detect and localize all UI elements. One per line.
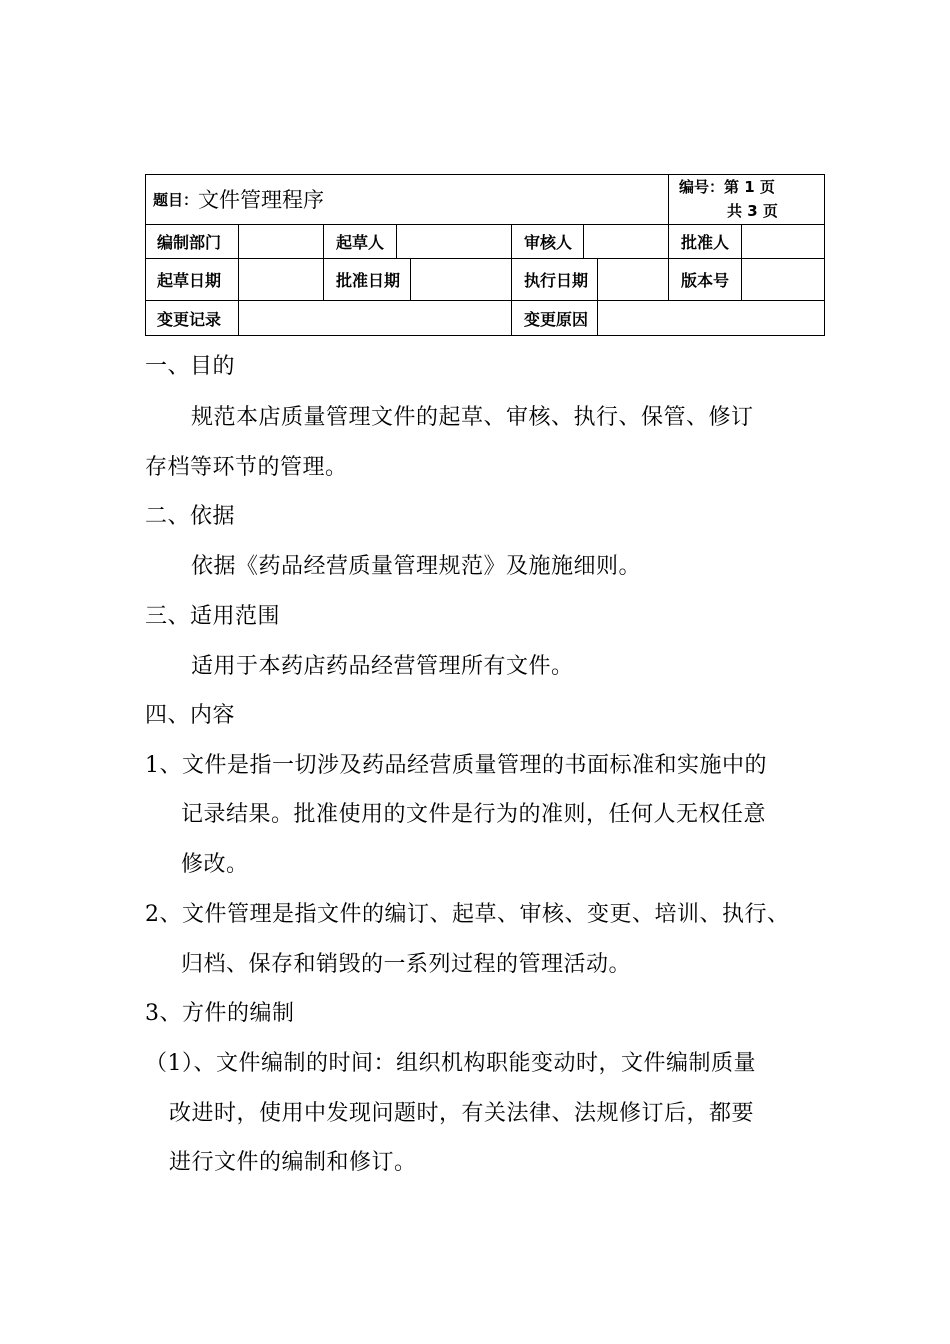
- section-heading-scope: 三、适用范围: [145, 604, 281, 629]
- dept-label: 编制部门: [145, 225, 239, 259]
- page-number: 编号：第 1 页: [679, 178, 775, 196]
- draft-date-label: 起草日期: [145, 259, 239, 301]
- item-3-line-1: 3、方件的编制: [145, 1001, 295, 1026]
- page-total: 共 3 页: [727, 202, 778, 220]
- change-reason-value: [598, 301, 825, 336]
- document-header-table: [145, 174, 825, 336]
- approver-value: [742, 225, 825, 259]
- section-heading-purpose: 一、目的: [145, 354, 236, 379]
- document-title: 文件管理程序: [198, 188, 325, 212]
- title-cell: [145, 174, 669, 225]
- page-code-cell: [669, 174, 825, 225]
- reviewer-label: 审核人: [512, 225, 584, 259]
- purpose-line-1: 规范本店质量管理文件的起草、审核、执行、保管、修订: [191, 405, 754, 430]
- title-prefix: 题目：: [153, 190, 199, 209]
- basis-line-1: 依据《药品经营质量管理规范》及施施细则。: [191, 554, 642, 579]
- sub-item-1-line-2: 改进时，使用中发现问题时，有关法律、法规修订后，都要: [169, 1101, 755, 1126]
- approve-date-value: [411, 259, 512, 301]
- item-1-line-3: 修改。: [181, 852, 249, 877]
- item-2-line-1: 2、文件管理是指文件的编订、起草、审核、变更、培训、执行、: [145, 902, 790, 927]
- approver-label: 批准人: [669, 225, 742, 259]
- exec-date-value: [598, 259, 669, 301]
- item-2-line-2: 归档、保存和销毁的一系列过程的管理活动。: [181, 952, 632, 977]
- version-label: 版本号: [669, 259, 742, 301]
- exec-date-label: 执行日期: [512, 259, 598, 301]
- purpose-line-2: 存档等环节的管理。: [145, 455, 348, 480]
- section-heading-content: 四、内容: [145, 703, 236, 728]
- dept-value: [239, 225, 324, 259]
- change-reason-label: 变更原因: [512, 301, 598, 336]
- approve-date-label: 批准日期: [324, 259, 411, 301]
- version-value: [742, 259, 825, 301]
- drafter-value: [397, 225, 512, 259]
- sub-item-1-line-3: 进行文件的编制和修订。: [169, 1150, 417, 1175]
- draft-date-value: [239, 259, 324, 301]
- drafter-label: 起草人: [324, 225, 397, 259]
- section-heading-basis: 二、依据: [145, 504, 236, 529]
- change-record-label: 变更记录: [145, 301, 239, 336]
- change-record-value: [239, 301, 512, 336]
- scope-line-1: 适用于本药店药品经营管理所有文件。: [191, 654, 574, 679]
- sub-item-1-line-1: （1）、文件编制的时间：组织机构职能变动时，文件编制质量: [145, 1051, 756, 1076]
- item-1-line-1: 1、文件是指一切涉及药品经营质量管理的书面标准和实施中的: [145, 753, 767, 778]
- reviewer-value: [584, 225, 669, 259]
- item-1-line-2: 记录结果。批准使用的文件是行为的准则，任何人无权任意: [181, 802, 767, 827]
